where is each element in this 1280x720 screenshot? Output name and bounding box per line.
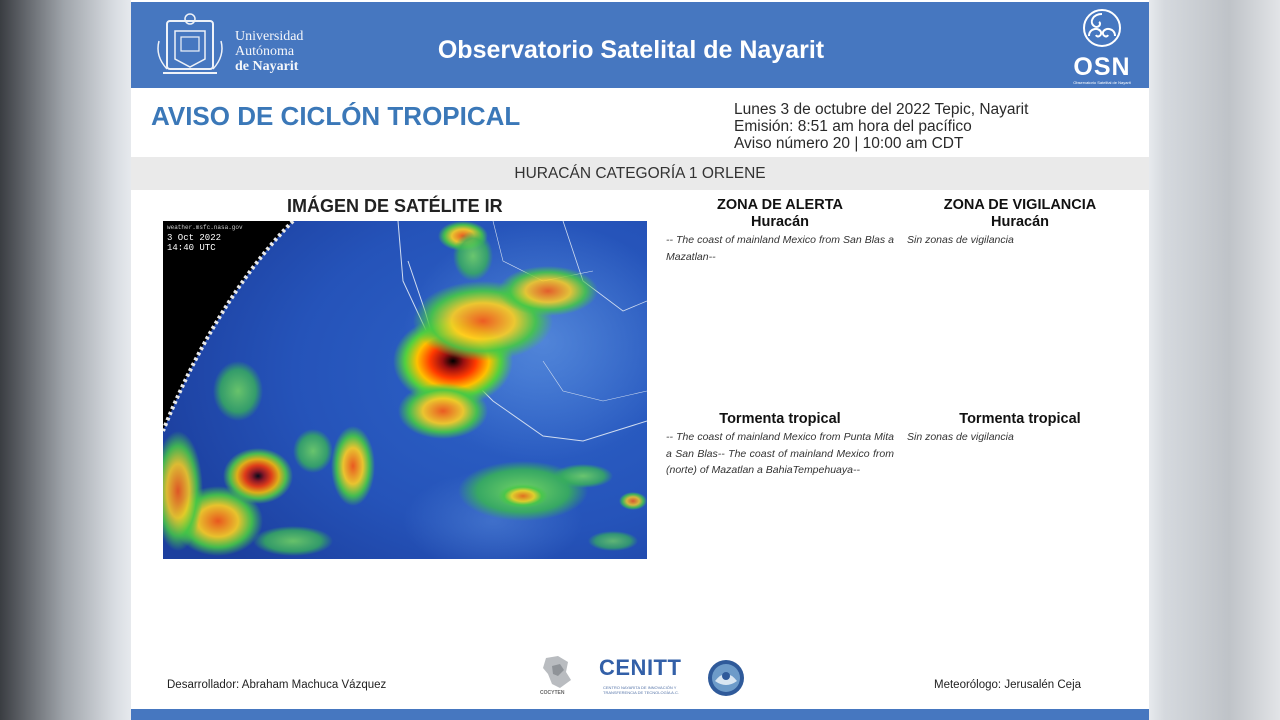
university-name-line-3: de Nayarit <box>235 59 299 74</box>
satellite-heading: IMÁGEN DE SATÉLITE IR <box>287 196 503 216</box>
storm-category-banner: HURACÁN CATEGORÍA 1 ORLENE <box>131 157 1149 190</box>
alert-zone-title: ZONA DE ALERTA <box>717 197 843 213</box>
alert-storm-text: -- The coast of mainland Mexico from Punta Mita a San Blas-- The coast of mainland Mexico from (norte) of Mazatlan a BahiaTempehuaya-- <box>666 431 894 476</box>
date-line: Lunes 3 de octubre del 2022 Tepic, Nayarit <box>734 101 1029 118</box>
institution-seal-icon <box>707 659 745 697</box>
watch-hurricane-text: Sin zonas de vigilancia <box>907 234 1014 246</box>
developer-credit: Desarrollador: Abraham Machuca Vázquez <box>167 679 387 691</box>
satellite-ir-image <box>163 221 647 559</box>
advisory-number-line: Aviso número 20 | 10:00 am CDT <box>734 135 964 152</box>
osn-subtitle: Observatorio Satelital de Nayarit <box>1073 80 1131 85</box>
watch-storm-text: Sin zonas de vigilancia <box>907 431 1014 443</box>
watch-zone-title: ZONA DE VIGILANCIA <box>943 197 1097 213</box>
alert-hurricane-text: -- The coast of mainland Mexico from San Blas a Mazatlan-- <box>666 234 894 263</box>
university-name <box>235 29 303 74</box>
advisory-page <box>131 0 1149 720</box>
emission-line: Emisión: 8:51 am hora del pacífico <box>734 118 972 135</box>
notice-title: AVISO DE CICLÓN TROPICAL <box>151 101 521 131</box>
cenitt-logo: CENITT <box>599 655 682 680</box>
satellite-date: 3 Oct 2022 <box>167 233 222 243</box>
site-title: Observatorio Satelital de Nayarit <box>437 36 825 64</box>
header-bar <box>131 2 1149 88</box>
watch-zone-heading <box>900 197 1140 231</box>
cocyten-label: COCYTEN <box>540 690 565 696</box>
footer-bar <box>131 709 1149 720</box>
university-name-line-1: Universidad <box>235 29 304 44</box>
university-name-line-2: Autónoma <box>235 44 295 59</box>
meteorologist-credit: Meteorólogo: Jerusalén Ceja <box>934 679 1082 691</box>
alert-hurricane-label: Huracán <box>750 214 810 230</box>
satellite-source: weather.msfc.nasa.gov <box>167 224 243 231</box>
watch-storm-label: Tormenta tropical <box>959 411 1081 427</box>
watch-hurricane-label: Huracán <box>990 214 1050 230</box>
alert-zone-heading <box>660 197 900 231</box>
satellite-time: 14:40 UTC <box>167 243 216 253</box>
alert-storm-label: Tormenta tropical <box>719 411 841 427</box>
osn-label: OSN <box>1073 53 1131 81</box>
satellite-timestamp <box>167 223 243 253</box>
university-crest-icon <box>153 11 227 81</box>
advisory-meta <box>734 101 1028 152</box>
cenitt-subtitle: CENTRO NAYARITA DE INNOVACIÓN Y TRANSFERENCIA DE TECNOLOGÍA A.C. <box>603 685 679 695</box>
